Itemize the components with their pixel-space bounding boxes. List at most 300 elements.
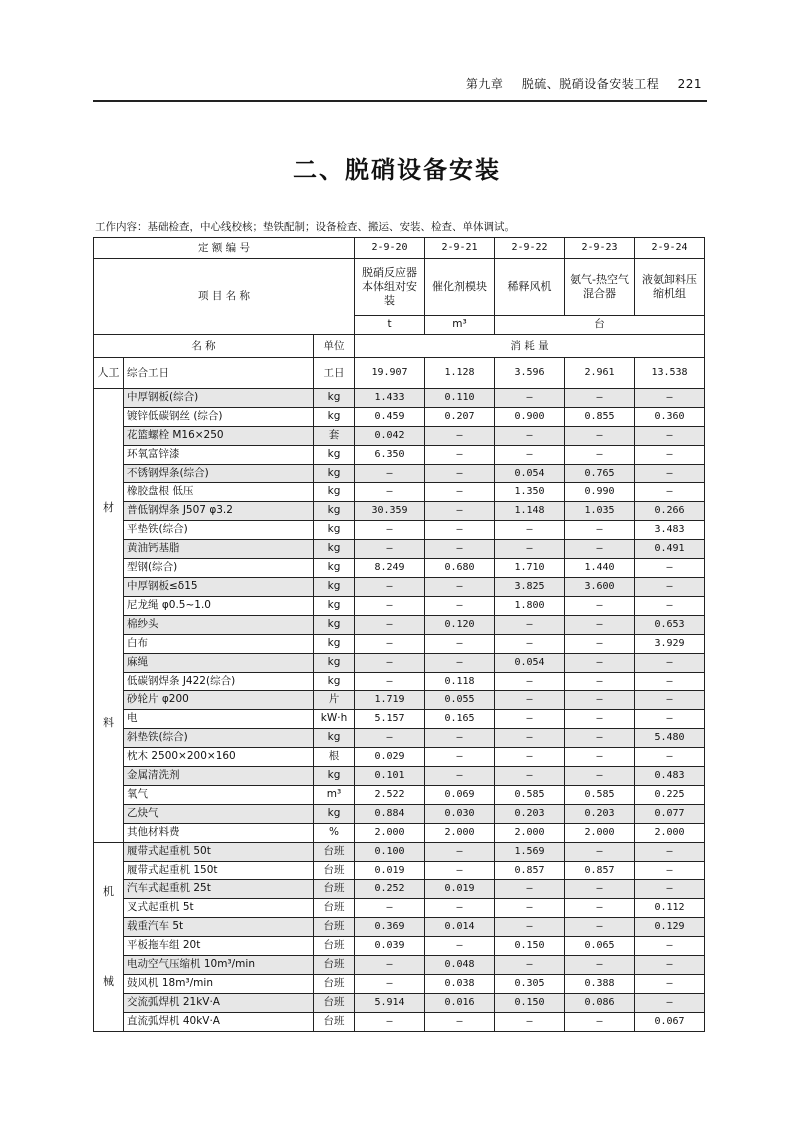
machinery-category-char: 机	[103, 885, 114, 899]
row-name: 叉式起重机 5t	[124, 899, 314, 918]
value-cell: —	[355, 729, 425, 748]
machinery-category-char: 械	[103, 974, 114, 988]
item-name-row	[94, 259, 705, 316]
code-cell: 2-9-24	[635, 238, 705, 259]
row-name: 履带式起重机 50t	[124, 842, 314, 861]
value-cell: —	[565, 426, 635, 445]
value-cell: —	[635, 691, 705, 710]
value-cell: 0.039	[355, 937, 425, 956]
value-cell: 0.014	[425, 918, 495, 937]
value-cell: —	[495, 918, 565, 937]
row-name: 其他材料费	[124, 823, 314, 842]
value-cell: —	[635, 861, 705, 880]
row-name: 尼龙绳 φ0.5~1.0	[124, 596, 314, 615]
value-cell: 2.000	[425, 823, 495, 842]
row-name: 枕木 2500×200×160	[124, 748, 314, 767]
material-row	[94, 823, 705, 842]
value-cell: 1.719	[355, 691, 425, 710]
value-cell: —	[495, 880, 565, 899]
material-row	[94, 804, 705, 823]
running-header	[452, 75, 702, 92]
material-row	[94, 748, 705, 767]
value-cell: —	[635, 880, 705, 899]
value-cell: —	[495, 899, 565, 918]
value-cell: —	[495, 710, 565, 729]
quota-table	[93, 237, 705, 1032]
value-cell: 0.491	[635, 540, 705, 559]
code-cell: 2-9-23	[565, 238, 635, 259]
unit-cell: t	[355, 316, 425, 335]
value-cell: 0.305	[495, 975, 565, 994]
value-cell: —	[635, 710, 705, 729]
value-cell: —	[425, 596, 495, 615]
code-header: 定 额 编 号	[94, 238, 355, 259]
row-unit: kg	[314, 502, 355, 521]
value-cell: —	[635, 464, 705, 483]
row-name: 履带式起重机 150t	[124, 861, 314, 880]
item-name-cell: 稀释风机	[495, 259, 565, 316]
row-name: 不锈钢焊条(综合)	[124, 464, 314, 483]
code-row	[94, 238, 705, 259]
value-cell: 0.857	[565, 861, 635, 880]
value-cell: 0.680	[425, 559, 495, 578]
value-cell: —	[495, 634, 565, 653]
value-cell: —	[635, 956, 705, 975]
value-cell: 0.112	[635, 899, 705, 918]
value-cell: —	[495, 521, 565, 540]
row-unit: kg	[314, 596, 355, 615]
value-cell: —	[355, 672, 425, 691]
machinery-row	[94, 918, 705, 937]
item-name-cell: 液氨卸料压缩机组	[635, 259, 705, 316]
value-cell: 0.038	[425, 975, 495, 994]
value-cell: 1.350	[495, 483, 565, 502]
row-name: 电	[124, 710, 314, 729]
value-cell: —	[495, 691, 565, 710]
value-cell: 3.600	[565, 577, 635, 596]
value-cell: —	[565, 445, 635, 464]
material-row	[94, 502, 705, 521]
page-number: 221	[677, 77, 702, 91]
value-cell: —	[495, 1012, 565, 1031]
value-cell: —	[425, 748, 495, 767]
row-unit: 台班	[314, 918, 355, 937]
value-cell: —	[565, 1012, 635, 1031]
value-cell: 1.800	[495, 596, 565, 615]
value-cell: —	[355, 975, 425, 994]
row-unit: kg	[314, 767, 355, 786]
item-name-cell: 氨气-热空气混合器	[565, 259, 635, 316]
value-cell: 0.019	[355, 861, 425, 880]
value-cell: —	[565, 653, 635, 672]
value-cell: 0.100	[355, 842, 425, 861]
machinery-row	[94, 1012, 705, 1031]
row-name: 平板拖车组 20t	[124, 937, 314, 956]
value-cell: 0.030	[425, 804, 495, 823]
row-name: 平垫铁(综合)	[124, 521, 314, 540]
value-cell: 2.000	[355, 823, 425, 842]
value-cell: 0.207	[425, 407, 495, 426]
value-cell: —	[635, 559, 705, 578]
value-cell: 0.252	[355, 880, 425, 899]
value-cell: 0.019	[425, 880, 495, 899]
value-cell: —	[425, 521, 495, 540]
item-name-header: 项 目 名 称	[94, 259, 355, 335]
row-unit: kg	[314, 407, 355, 426]
row-unit: kg	[314, 464, 355, 483]
value-cell: —	[495, 748, 565, 767]
material-row	[94, 464, 705, 483]
value-cell: 6.350	[355, 445, 425, 464]
value-cell: —	[355, 521, 425, 540]
material-row	[94, 521, 705, 540]
labor-row	[94, 357, 705, 388]
materials-category	[94, 388, 124, 842]
unit-cell: 台	[495, 316, 705, 335]
value-cell: —	[635, 748, 705, 767]
value-cell: 2.961	[565, 357, 635, 388]
value-cell: 2.522	[355, 785, 425, 804]
value-cell: —	[565, 540, 635, 559]
material-row	[94, 729, 705, 748]
material-row	[94, 653, 705, 672]
value-cell: 0.857	[495, 861, 565, 880]
item-name-cell: 脱硝反应器本体组对安装	[355, 259, 425, 316]
value-cell: —	[425, 634, 495, 653]
value-cell: —	[355, 596, 425, 615]
item-name-cell: 催化剂模块	[425, 259, 495, 316]
value-cell: 0.884	[355, 804, 425, 823]
row-unit: kg	[314, 634, 355, 653]
row-name: 氧气	[124, 785, 314, 804]
value-cell: 0.077	[635, 804, 705, 823]
value-cell: 30.359	[355, 502, 425, 521]
row-name: 普低钢焊条 J507 φ3.2	[124, 502, 314, 521]
value-cell: 3.929	[635, 634, 705, 653]
value-cell: —	[355, 577, 425, 596]
material-row	[94, 691, 705, 710]
value-cell: —	[495, 956, 565, 975]
row-name: 橡胶盘根 低压	[124, 483, 314, 502]
value-cell: 0.120	[425, 615, 495, 634]
row-unit: kg	[314, 445, 355, 464]
value-cell: —	[355, 540, 425, 559]
value-cell: —	[565, 842, 635, 861]
value-cell: 0.086	[565, 993, 635, 1012]
value-cell: 5.157	[355, 710, 425, 729]
row-unit: kg	[314, 521, 355, 540]
value-cell: 3.596	[495, 357, 565, 388]
value-cell: —	[495, 615, 565, 634]
row-name: 砂轮片 φ200	[124, 691, 314, 710]
value-cell: 0.459	[355, 407, 425, 426]
value-cell: 0.042	[355, 426, 425, 445]
machinery-row	[94, 993, 705, 1012]
value-cell: 2.000	[635, 823, 705, 842]
material-row	[94, 634, 705, 653]
row-name: 交流弧焊机 21kV·A	[124, 993, 314, 1012]
row-unit: kg	[314, 729, 355, 748]
row-name: 直流弧焊机 40kV·A	[124, 1012, 314, 1031]
value-cell: 1.128	[425, 357, 495, 388]
material-row	[94, 388, 705, 407]
code-cell: 2-9-20	[355, 238, 425, 259]
value-cell: —	[635, 653, 705, 672]
value-cell: 0.483	[635, 767, 705, 786]
row-unit: kg	[314, 615, 355, 634]
value-cell: —	[635, 672, 705, 691]
row-name: 环氧富锌漆	[124, 445, 314, 464]
material-row	[94, 577, 705, 596]
row-unit: kg	[314, 672, 355, 691]
value-cell: 0.165	[425, 710, 495, 729]
value-cell: —	[635, 388, 705, 407]
column-header-row	[94, 334, 705, 357]
material-row	[94, 407, 705, 426]
value-cell: 0.855	[565, 407, 635, 426]
value-cell: —	[355, 634, 425, 653]
value-cell: 1.035	[565, 502, 635, 521]
header-rule	[93, 100, 707, 102]
value-cell: —	[635, 445, 705, 464]
row-unit: 工日	[314, 357, 355, 388]
value-cell: —	[565, 899, 635, 918]
value-cell: 3.825	[495, 577, 565, 596]
value-cell: 1.148	[495, 502, 565, 521]
value-cell: 0.118	[425, 672, 495, 691]
row-name: 白布	[124, 634, 314, 653]
value-cell: 0.054	[495, 653, 565, 672]
row-unit: 片	[314, 691, 355, 710]
value-cell: —	[565, 956, 635, 975]
row-unit: 台班	[314, 880, 355, 899]
material-row	[94, 559, 705, 578]
row-name: 乙炔气	[124, 804, 314, 823]
value-cell: —	[425, 937, 495, 956]
code-cell: 2-9-21	[425, 238, 495, 259]
value-cell: 0.129	[635, 918, 705, 937]
value-cell: —	[565, 880, 635, 899]
labor-category: 人工	[94, 357, 124, 388]
value-cell: —	[355, 899, 425, 918]
work-content: 工作内容：基础检查，中心线校核；垫铁配制；设备检查、搬运、安装、检查、单体调试。	[95, 221, 515, 233]
value-cell: 0.653	[635, 615, 705, 634]
value-cell: 0.900	[495, 407, 565, 426]
value-cell: —	[425, 464, 495, 483]
material-row	[94, 445, 705, 464]
value-cell: —	[425, 445, 495, 464]
row-unit: kg	[314, 483, 355, 502]
value-cell: 0.150	[495, 937, 565, 956]
material-row	[94, 540, 705, 559]
chapter-label: 第九章	[465, 77, 504, 91]
material-row	[94, 672, 705, 691]
value-cell: 0.048	[425, 956, 495, 975]
value-cell: —	[425, 502, 495, 521]
value-cell: 8.249	[355, 559, 425, 578]
value-cell: —	[565, 634, 635, 653]
value-cell: —	[635, 426, 705, 445]
value-cell: 5.914	[355, 993, 425, 1012]
value-cell: 19.907	[355, 357, 425, 388]
row-unit: 台班	[314, 861, 355, 880]
row-unit: 台班	[314, 842, 355, 861]
row-unit: kg	[314, 559, 355, 578]
row-name: 型钢(综合)	[124, 559, 314, 578]
machinery-row	[94, 842, 705, 861]
value-cell: —	[635, 975, 705, 994]
row-unit: 台班	[314, 899, 355, 918]
row-unit: 台班	[314, 993, 355, 1012]
row-name: 花篮螺栓 M16×250	[124, 426, 314, 445]
value-cell: 0.203	[495, 804, 565, 823]
unit-header: 单位	[314, 334, 355, 357]
row-name: 麻绳	[124, 653, 314, 672]
row-name: 斜垫铁(综合)	[124, 729, 314, 748]
machinery-row	[94, 861, 705, 880]
row-name: 综合工日	[124, 357, 314, 388]
material-row	[94, 596, 705, 615]
row-name: 黄油钙基脂	[124, 540, 314, 559]
value-cell: —	[565, 767, 635, 786]
material-row	[94, 426, 705, 445]
machinery-row	[94, 956, 705, 975]
value-cell: 5.480	[635, 729, 705, 748]
value-cell: —	[565, 710, 635, 729]
consumption-header: 消 耗 量	[355, 334, 705, 357]
value-cell: —	[495, 388, 565, 407]
value-cell: —	[425, 577, 495, 596]
materials-category-char: 料	[103, 716, 114, 730]
value-cell: 13.538	[635, 357, 705, 388]
value-cell: —	[495, 672, 565, 691]
row-unit: kg	[314, 388, 355, 407]
row-unit: 台班	[314, 975, 355, 994]
value-cell: 0.203	[565, 804, 635, 823]
value-cell: 0.016	[425, 993, 495, 1012]
value-cell: —	[425, 861, 495, 880]
value-cell: —	[565, 615, 635, 634]
row-name: 汽车式起重机 25t	[124, 880, 314, 899]
value-cell: —	[565, 691, 635, 710]
value-cell: —	[495, 540, 565, 559]
value-cell: —	[635, 596, 705, 615]
value-cell: —	[635, 842, 705, 861]
value-cell: —	[355, 615, 425, 634]
value-cell: 0.266	[635, 502, 705, 521]
page-title: 二、脱硝设备安装	[293, 155, 501, 184]
name-header: 名 称	[94, 334, 314, 357]
row-unit: 根	[314, 748, 355, 767]
value-cell: —	[495, 426, 565, 445]
row-name: 低碳钢焊条 J422(综合)	[124, 672, 314, 691]
value-cell: 0.585	[565, 785, 635, 804]
value-cell: 0.069	[425, 785, 495, 804]
value-cell: 0.990	[565, 483, 635, 502]
row-unit: kW·h	[314, 710, 355, 729]
value-cell: 0.029	[355, 748, 425, 767]
value-cell: 0.150	[495, 993, 565, 1012]
value-cell: —	[355, 653, 425, 672]
row-name: 中厚钢板≤δ15	[124, 577, 314, 596]
row-unit: 台班	[314, 1012, 355, 1031]
value-cell: 0.360	[635, 407, 705, 426]
value-cell: 1.440	[565, 559, 635, 578]
material-row	[94, 483, 705, 502]
value-cell: —	[425, 540, 495, 559]
row-unit: kg	[314, 577, 355, 596]
value-cell: 1.433	[355, 388, 425, 407]
value-cell: —	[425, 899, 495, 918]
machinery-row	[94, 880, 705, 899]
material-row	[94, 767, 705, 786]
value-cell: —	[565, 729, 635, 748]
section-label: 脱硫、脱硝设备安装工程	[521, 77, 660, 91]
value-cell: —	[425, 842, 495, 861]
value-cell: 0.585	[495, 785, 565, 804]
machinery-row	[94, 975, 705, 994]
row-unit: 台班	[314, 956, 355, 975]
row-name: 棉纱头	[124, 615, 314, 634]
value-cell: 0.101	[355, 767, 425, 786]
row-name: 镀锌低碳钢丝 (综合)	[124, 407, 314, 426]
value-cell: 3.483	[635, 521, 705, 540]
row-unit: 台班	[314, 937, 355, 956]
value-cell: 0.388	[565, 975, 635, 994]
row-unit: %	[314, 823, 355, 842]
value-cell: 1.569	[495, 842, 565, 861]
value-cell: —	[565, 918, 635, 937]
value-cell: —	[635, 937, 705, 956]
row-name: 鼓风机 18m³/min	[124, 975, 314, 994]
value-cell: —	[355, 464, 425, 483]
value-cell: 0.054	[495, 464, 565, 483]
value-cell: —	[355, 956, 425, 975]
value-cell: —	[355, 483, 425, 502]
value-cell: —	[425, 483, 495, 502]
value-cell: 0.067	[635, 1012, 705, 1031]
machinery-row	[94, 899, 705, 918]
unit-cell: m³	[425, 316, 495, 335]
value-cell: —	[565, 748, 635, 767]
row-unit: kg	[314, 540, 355, 559]
value-cell: 2.000	[495, 823, 565, 842]
row-name: 金属清洗剂	[124, 767, 314, 786]
value-cell: 0.110	[425, 388, 495, 407]
code-cell: 2-9-22	[495, 238, 565, 259]
row-unit: m³	[314, 785, 355, 804]
value-cell: —	[425, 729, 495, 748]
value-cell: —	[495, 767, 565, 786]
value-cell: —	[495, 729, 565, 748]
value-cell: 0.765	[565, 464, 635, 483]
machinery-category	[94, 842, 124, 1031]
row-unit: kg	[314, 804, 355, 823]
material-row	[94, 710, 705, 729]
value-cell: —	[635, 577, 705, 596]
material-row	[94, 785, 705, 804]
value-cell: —	[355, 1012, 425, 1031]
row-name: 载重汽车 5t	[124, 918, 314, 937]
value-cell: 0.369	[355, 918, 425, 937]
value-cell: 0.055	[425, 691, 495, 710]
machinery-row	[94, 937, 705, 956]
value-cell: —	[495, 445, 565, 464]
value-cell: —	[425, 426, 495, 445]
value-cell: 0.225	[635, 785, 705, 804]
value-cell: —	[425, 1012, 495, 1031]
value-cell: 0.065	[565, 937, 635, 956]
